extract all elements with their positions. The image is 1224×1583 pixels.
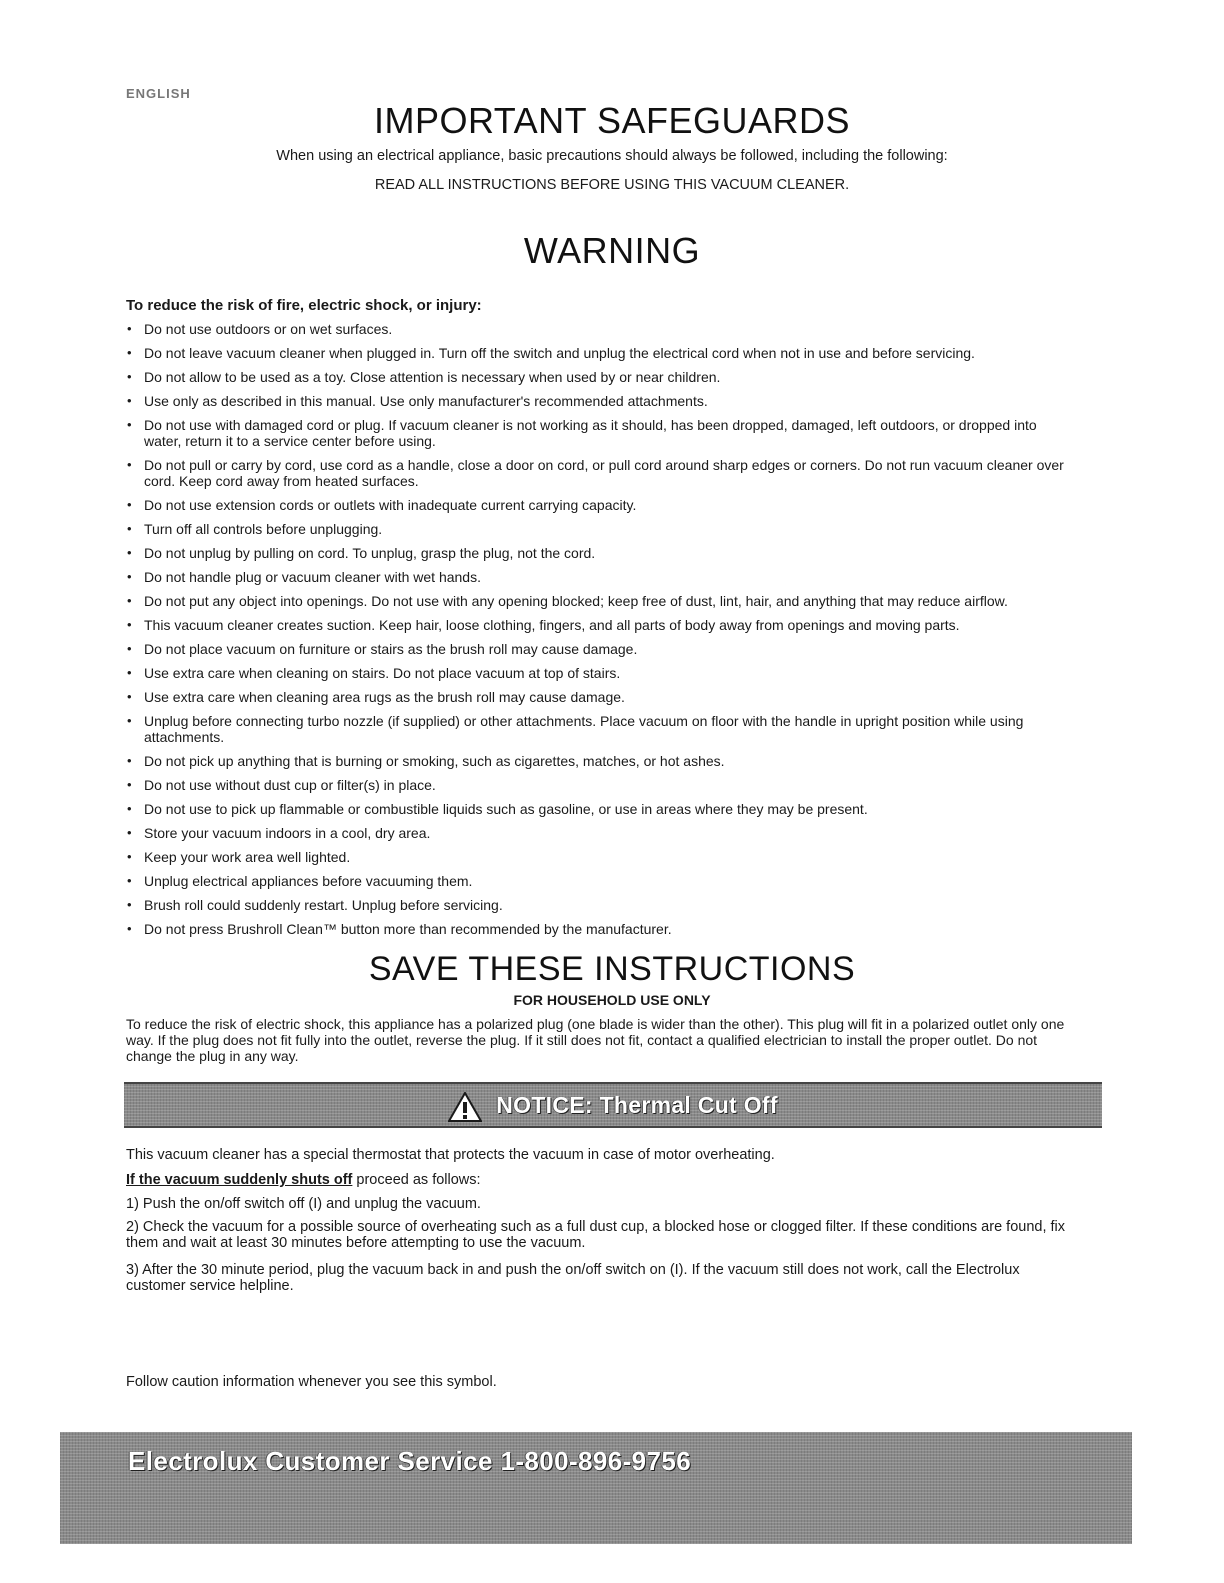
warning-item: • Do not leave vacuum cleaner when plugged in. Turn off the switch and unplug the electrical cord when not in use and before servicing. bbox=[126, 345, 1076, 361]
warning-item: • Do not unplug by pulling on cord. To unplug, grasp the plug, not the cord. bbox=[126, 545, 1076, 561]
warning-item: • Use only as described in this manual. Use only manufacturer's recommended attachments. bbox=[126, 393, 1076, 409]
safeguards-title: IMPORTANT SAFEGUARDS bbox=[373, 100, 851, 141]
warning-item: • Do not use outdoors or on wet surfaces. bbox=[126, 321, 1076, 337]
read-all-instruction: READ ALL INSTRUCTIONS BEFORE USING THIS VACUUM CLEANER. bbox=[374, 177, 850, 193]
warning-item: • Unplug electrical appliances before vacuuming them. bbox=[126, 873, 1076, 889]
warning-item: • Do not pull or carry by cord, use cord as a handle, close a door on cord, or pull cord around sharp edges or corners. Do not run vacuum cleaner over cord. Keep cord away from heated surfaces. bbox=[126, 457, 1076, 489]
language-label: ENGLISH bbox=[126, 86, 191, 101]
warning-title: WARNING bbox=[523, 230, 701, 271]
warning-item: • Do not use without dust cup or filter(s) in place. bbox=[126, 777, 1076, 793]
warning-item: • Do not pick up anything that is burning or smoking, such as cigarettes, matches, or hot ashes. bbox=[126, 753, 1076, 769]
thermostat-text: This vacuum cleaner has a special thermostat that protects the vacuum in case of motor overheating. bbox=[126, 1147, 775, 1163]
customer-service-banner bbox=[60, 1432, 1132, 1544]
caution-text: Follow caution information whenever you see this symbol. bbox=[126, 1374, 497, 1390]
warning-item: • Store your vacuum indoors in a cool, dry area. bbox=[126, 825, 1076, 841]
household-use-label: FOR HOUSEHOLD USE ONLY bbox=[513, 992, 711, 1008]
customer-service-line: Electrolux Customer Service 1-800-896-9756 bbox=[128, 1446, 692, 1476]
shutoff-rest: proceed as follows: bbox=[352, 1172, 481, 1188]
warning-list bbox=[126, 321, 1076, 945]
step-item: 3) After the 30 minute period, plug the vacuum back in and push the on/off switch on (I). If the vacuum still does not work, call the Electrolux customer service helpline. bbox=[126, 1262, 1020, 1294]
warning-item: • Do not allow to be used as a toy. Close attention is necessary when used by or near children. bbox=[126, 369, 1076, 385]
warning-item: • Do not use to pick up flammable or combustible liquids such as gasoline, or use in areas where they may be present. bbox=[126, 801, 1076, 817]
risk-heading: To reduce the risk of fire, electric shock, or injury: bbox=[126, 297, 482, 314]
intro-text: When using an electrical appliance, basic precautions should always be followed, including the following: bbox=[276, 148, 948, 164]
warning-item: • Brush roll could suddenly restart. Unplug before servicing. bbox=[126, 897, 1076, 913]
warning-item: • Unplug before connecting turbo nozzle (if supplied) or other attachments. Place vacuum on floor with the handle in upright position while using attachments. bbox=[126, 713, 1076, 745]
warning-item: • Use extra care when cleaning on stairs. Do not place vacuum at top of stairs. bbox=[126, 665, 1076, 681]
shutoff-lead: If the vacuum suddenly shuts off bbox=[126, 1172, 353, 1188]
polarized-plug-text: To reduce the risk of electric shock, this appliance has a polarized plug (one blade is wider than the other). This plug will fit in a polarized outlet only one way. If the plug does not fit fully into the outlet, reverse the plug. If it still does not fit, contact a qualified electrician to install the proper outlet. Do not change the plug in any way. bbox=[126, 1016, 1065, 1064]
warning-item: • This vacuum cleaner creates suction. Keep hair, loose clothing, fingers, and all parts of body away from openings and moving parts. bbox=[126, 617, 1076, 633]
warning-item: • Turn off all controls before unplugging. bbox=[126, 521, 1076, 537]
warning-item: • Do not use with damaged cord or plug. If vacuum cleaner is not working as it should, has been dropped, damaged, left outdoors, or dropped into water, return it to a service center before using. bbox=[126, 417, 1076, 449]
warning-item: • Do not place vacuum on furniture or stairs as the brush roll may cause damage. bbox=[126, 641, 1076, 657]
warning-item: • Use extra care when cleaning area rugs as the brush roll may cause damage. bbox=[126, 689, 1076, 705]
warning-item: • Do not use extension cords or outlets with inadequate current carrying capacity. bbox=[126, 497, 1076, 513]
warning-item: • Do not put any object into openings. Do not use with any opening blocked; keep free of dust, lint, hair, and anything that may reduce airflow. bbox=[126, 593, 1076, 609]
warning-item: • Keep your work area well lighted. bbox=[126, 849, 1076, 865]
warning-item: • Do not press Brushroll Clean™ button more than recommended by the manufacturer. bbox=[126, 921, 1076, 937]
shutoff-line bbox=[126, 1172, 1076, 1188]
warning-triangle-icon bbox=[448, 1092, 482, 1122]
step-item: 2) Check the vacuum for a possible source of overheating such as a full dust cup, a blocked hose or clogged filter. If these conditions are found, fix them and wait at least 30 minutes before attempting to use the vacuum. bbox=[126, 1219, 1066, 1251]
warning-item: • Do not handle plug or vacuum cleaner with wet hands. bbox=[126, 569, 1076, 585]
step-item: 1) Push the on/off switch off (I) and unplug the vacuum. bbox=[126, 1196, 481, 1212]
notice-banner bbox=[124, 1082, 1102, 1128]
save-instructions-title: SAVE THESE INSTRUCTIONS bbox=[368, 950, 856, 988]
notice-label: NOTICE: Thermal Cut Off bbox=[496, 1091, 778, 1118]
